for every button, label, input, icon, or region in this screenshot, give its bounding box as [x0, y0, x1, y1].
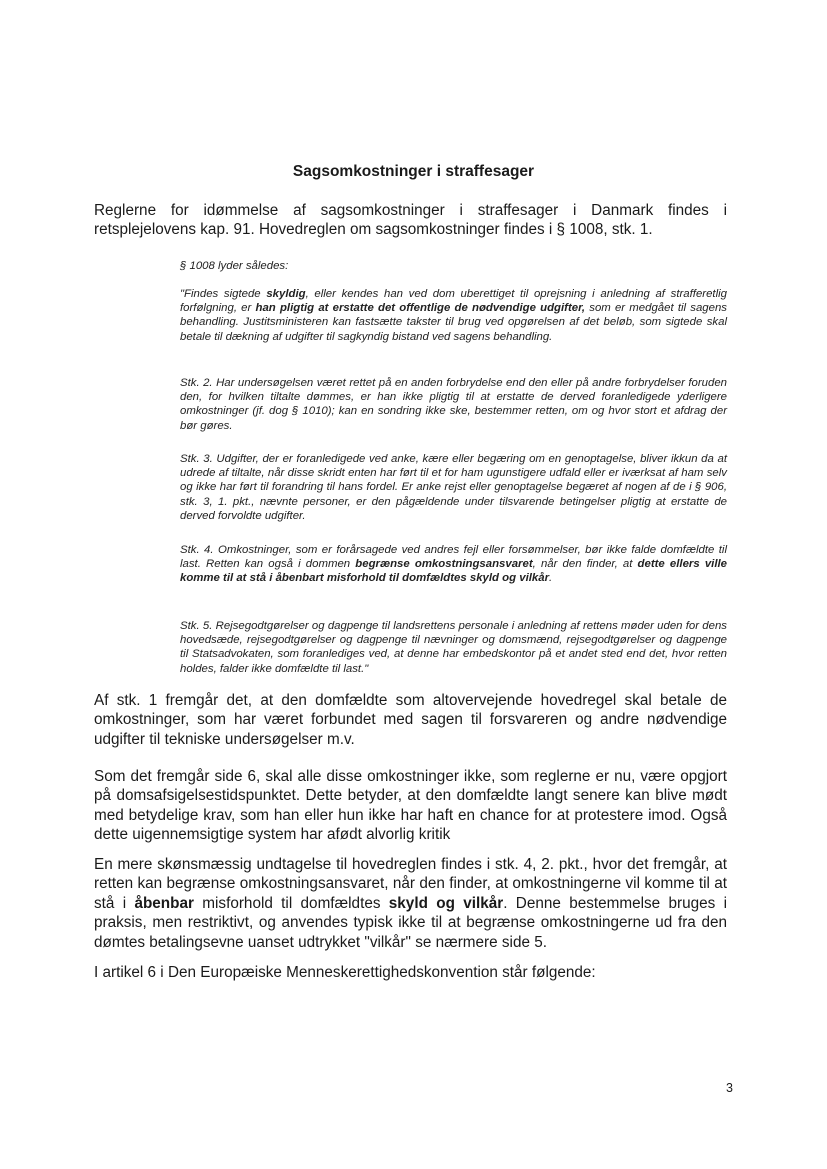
intro-paragraph: Reglerne for idømmelse af sagsomkostninger i straffesager i Danmark findes i retsplejelovens kap. 91. Hovedreglen om sagsomkostninger findes i § 1008, stk. 1.	[94, 202, 727, 239]
quote-emphasis: skyldig	[266, 288, 306, 300]
quote-paragraph-1: "Findes sigtede skyldig, eller kendes han ved dom uberettiget til oprejsning i anledning af strafferetlig forfølgning, er han pligtig at erstatte det offentlige de nødvendige udgifter, som er medgået til sagens behandling. Justitsministeren kan fastsætte takster til brug ved opgørelsen af det beløb, som sigtede skal betale til dækning af udgifter til sagkyndig bistand ved sagens behandling.	[180, 288, 727, 343]
page-title: Sagsomkostninger i straffesager	[292, 163, 535, 180]
quote-paragraph-3: Stk. 3. Udgifter, der er foranledigede ved anke, kære eller begæring om en genoptagelse, bliver ikkun da at udrede af tiltalte, når disse skridt enten har ført til et for ham ugunstigere udfald eller er iværksat af ham selv og ikke har ført til forandring til hans fordel. Er anke rejst eller genoptagelse begæret af nogen af de i § 906, stk. 3, 1. pkt., nævnte personer, er den pågældende under tilsvarende betingelser pligtig at erstatte de derved forvoldte udgifter.	[180, 453, 727, 522]
body-emphasis: åbenbar	[134, 894, 194, 912]
quote-lead: § 1008 lyder således:	[180, 260, 289, 272]
quote-emphasis: han pligtig at erstatte det offentlige de nødvendige udgifter,	[255, 302, 586, 315]
quote-paragraph-5: Stk. 5. Rejsegodtgørelser og dagpenge til landsrettens personale i anledning af rettens møder uden for dens hovedsæde, rejsegodtgørelser og dagpenge til nævninger og domsmænd, rejsegodtgørelser og dagpenge til Statsadvokaten, som foranlediges ved, at denne har embedskontor på et andet sted end det, hvor retten holdes, falder ikke domfældte til last."	[180, 620, 727, 675]
quote-paragraph-2: Stk. 2. Har undersøgelsen været rettet på en anden forbrydelse end den eller på andre forbrydelser foruden den, for hvilken tiltalte dømmes, er han ikke pligtig til at erstatte de derved foranledigede yderligere omkostninger (jf. dog § 1010); kan en sondring ikke ske, bestemmer retten, om og hvor stort et afdrag der bør gøres.	[180, 377, 727, 432]
body-paragraph-4: I artikel 6 i Den Europæiske Menneskerettighedskonvention står følgende:	[94, 964, 596, 981]
body-emphasis: skyld og vilkår	[388, 894, 504, 912]
quote-paragraph-4: Stk. 4. Omkostninger, som er forårsagede ved andres fejl eller forsømmelser, bør ikke falde domfældte til last. Retten kan også i dommen begrænse omkostningsansvaret, når den finder, at dette ellers ville komme til at stå i åbenbart misforhold til domfældtes skyld og vilkår.	[180, 544, 727, 585]
body-paragraph-2: Som det fremgår side 6, skal alle disse omkostninger ikke, som reglerne er nu, være opgjort på domsafsigelsestidspunktet. Dette betyder, at den domfældte langt senere kan blive mødt med betydelige krav, som han eller hun ikke har haft en chance for at protestere imod. Også dette uigennemsigtige system har afødt alvorlig kritik	[94, 768, 727, 844]
page-number: 3	[726, 1081, 733, 1095]
body-paragraph-1: Af stk. 1 fremgår det, at den domfældte som altovervejende hovedregel skal betale de omkostninger, som har været forbundet med sagen til forsvareren og andre nødvendige udgifter til tekniske undersøgelser m.v.	[94, 692, 727, 748]
body-paragraph-3: En mere skønsmæssig undtagelse til hovedreglen findes i stk. 4, 2. pkt., hvor det fremgår, at retten kan begrænse omkostningsansvaret, når den finder, at omkostningerne vil komme til at stå i åbenbar misforhold til domfældtes skyld og vilkår. Denne bestemmelse bruges i praksis, men restriktivt, og anvendes typisk ikke til at begrænse omkostningerne ud fra den dømtes betalingsevne uanset udtrykket "vilkår" se nærmere side 5.	[94, 856, 727, 951]
quote-emphasis: dette ellers ville komme til at stå i åbenbart misforhold til domfældtes skyld og vilkår	[180, 558, 727, 585]
quote-emphasis: begrænse omkostningsansvaret	[355, 558, 533, 571]
